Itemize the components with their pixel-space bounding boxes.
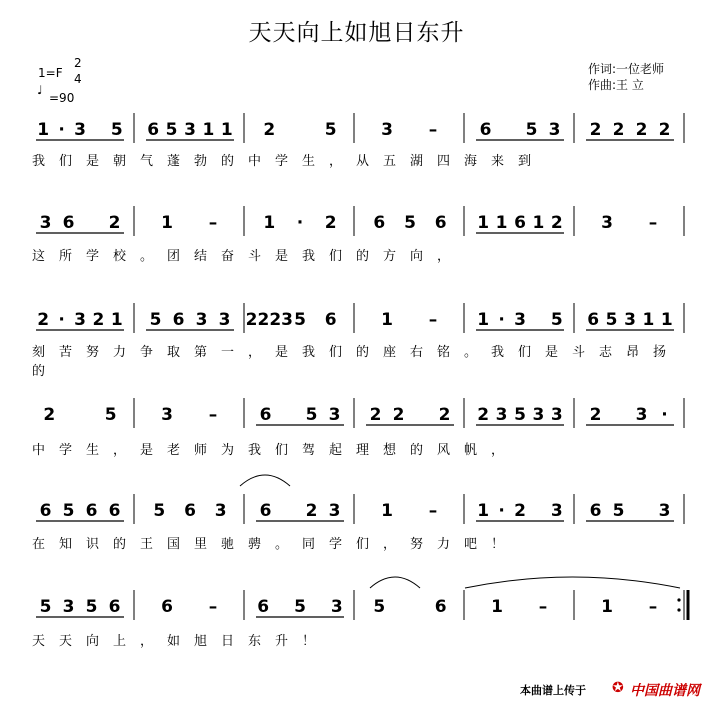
note: 6	[108, 501, 121, 521]
note: 3	[218, 310, 231, 330]
note: 5	[85, 597, 98, 617]
note: 3	[62, 597, 75, 617]
note: 1	[263, 213, 276, 233]
note: 2	[324, 213, 337, 233]
note: 2223	[245, 310, 293, 330]
key-signature: 1=F	[38, 66, 63, 80]
lyric-line: 这所学校。团结奋斗是我们的方向，	[32, 249, 465, 264]
note: 6	[184, 501, 196, 521]
lyric-line: 我们是朝气蓬勃的中学生，从五湖四海来到	[32, 154, 546, 169]
quarter-note-icon: ♩	[37, 83, 43, 97]
note: 3	[514, 310, 526, 330]
note: –	[208, 213, 218, 233]
time-signature-top: 2	[74, 56, 82, 70]
site-logo-text: 中国曲谱网	[630, 683, 700, 699]
note: 6	[147, 120, 160, 140]
note: 5	[305, 405, 318, 425]
note: 6	[161, 597, 173, 617]
slur	[370, 577, 420, 588]
note: 5	[110, 120, 123, 140]
note: ·	[498, 501, 505, 521]
score-title: 天天向上如旭日东升	[248, 20, 465, 46]
note: 5	[525, 120, 538, 140]
note: 3	[328, 501, 341, 521]
note: 2	[369, 405, 382, 425]
note: –	[428, 310, 438, 330]
note: 3	[214, 501, 227, 521]
note: 5	[294, 597, 306, 617]
note: 1	[601, 597, 613, 617]
note: 2	[43, 405, 56, 425]
note: 2	[658, 120, 671, 140]
time-signature-bottom: 4	[74, 72, 82, 86]
slur	[465, 577, 680, 588]
note: 2	[550, 213, 563, 233]
note: 1	[532, 213, 545, 233]
note: –	[648, 213, 658, 233]
note: 6	[257, 597, 270, 617]
note: ·	[661, 405, 668, 425]
note: 2	[305, 501, 318, 521]
note: 3	[550, 405, 563, 425]
note: 3	[658, 501, 671, 521]
note: 1	[202, 120, 215, 140]
note: 2	[514, 501, 526, 521]
lyric-line: 在知识的王国里驰骋。同学们，努力吧！	[32, 537, 519, 552]
note: 2	[635, 120, 648, 140]
note: 1	[642, 310, 655, 330]
note: 6	[514, 213, 526, 233]
note: 1	[110, 310, 123, 330]
note: 5	[373, 597, 386, 617]
note: 3	[381, 120, 393, 140]
note: 1	[220, 120, 233, 140]
note: 5	[324, 120, 337, 140]
note: 5	[165, 120, 178, 140]
note: 2	[37, 310, 50, 330]
composer-credit: 作曲:王 立	[588, 78, 644, 92]
note: 6	[434, 213, 447, 233]
note: 3	[548, 120, 561, 140]
note: –	[208, 405, 218, 425]
site-logo-icon: ✪	[612, 680, 624, 696]
note: 6	[434, 597, 447, 617]
note: –	[428, 501, 438, 521]
note: 3	[495, 405, 508, 425]
note: 1	[381, 310, 393, 330]
note: 2	[392, 405, 405, 425]
note: 6	[62, 213, 75, 233]
note: 3	[74, 120, 86, 140]
note: 3	[195, 310, 208, 330]
note: 3	[330, 597, 343, 617]
note: 6	[39, 501, 52, 521]
note: 1	[161, 213, 173, 233]
note: 6	[324, 310, 337, 330]
lyric-line: 刻苦努力争取第一，是我们的座右铭。我们是斗志昂扬的	[32, 345, 681, 379]
note: 6	[589, 501, 602, 521]
note: 3	[39, 213, 52, 233]
lyricist-credit: 作词:一位老师	[588, 62, 665, 76]
note: 2	[589, 120, 602, 140]
note: 2	[92, 310, 105, 330]
note: 5	[39, 597, 52, 617]
note: 5	[612, 501, 625, 521]
note: 5	[153, 501, 166, 521]
note: 3	[532, 405, 545, 425]
note: 5	[104, 405, 117, 425]
note: 6	[108, 597, 121, 617]
repeat-dot	[677, 598, 680, 601]
note: 1	[37, 120, 50, 140]
note: 6	[172, 310, 185, 330]
note: 3	[601, 213, 613, 233]
note: 1	[477, 501, 490, 521]
note: –	[648, 597, 658, 617]
note: 3	[624, 310, 636, 330]
note: 3	[635, 405, 648, 425]
note: 3	[161, 405, 173, 425]
note: 3	[184, 120, 196, 140]
tempo-marking: =90	[49, 91, 75, 105]
note: 1	[381, 501, 393, 521]
note: 5	[294, 310, 306, 330]
slur	[240, 475, 290, 486]
note: 6	[85, 501, 98, 521]
note: 1	[495, 213, 508, 233]
note: 1	[477, 213, 490, 233]
note: 1	[660, 310, 673, 330]
note: 2	[589, 405, 602, 425]
note: 6	[479, 120, 492, 140]
note: ·	[58, 120, 65, 140]
note: 1	[491, 597, 503, 617]
note: 3	[328, 405, 341, 425]
note: 5	[550, 310, 563, 330]
note: 5	[149, 310, 162, 330]
note: 5	[514, 405, 526, 425]
note: 1	[477, 310, 490, 330]
note: 6	[373, 213, 386, 233]
note: 2	[477, 405, 490, 425]
lyric-line: 天天向上，如旭日东升！	[32, 634, 330, 649]
note: 2	[263, 120, 276, 140]
note: 5	[404, 213, 416, 233]
note: 3	[550, 501, 563, 521]
note: 5	[62, 501, 75, 521]
note: 6	[587, 310, 600, 330]
note: 6	[259, 501, 272, 521]
note: –	[538, 597, 548, 617]
lyric-line: 中学生，是老师为我们驾起理想的风帆，	[32, 443, 519, 458]
note: 2	[612, 120, 625, 140]
note: 2	[108, 213, 121, 233]
repeat-dot	[677, 608, 680, 611]
note: 3	[74, 310, 86, 330]
note: ·	[498, 310, 505, 330]
note: 6	[259, 405, 272, 425]
note: –	[208, 597, 218, 617]
note: –	[428, 120, 438, 140]
note: ·	[296, 213, 304, 233]
note: 2	[438, 405, 451, 425]
upload-note: 本曲谱上传于	[520, 684, 586, 697]
note: 5	[605, 310, 618, 330]
note: ·	[58, 310, 65, 330]
